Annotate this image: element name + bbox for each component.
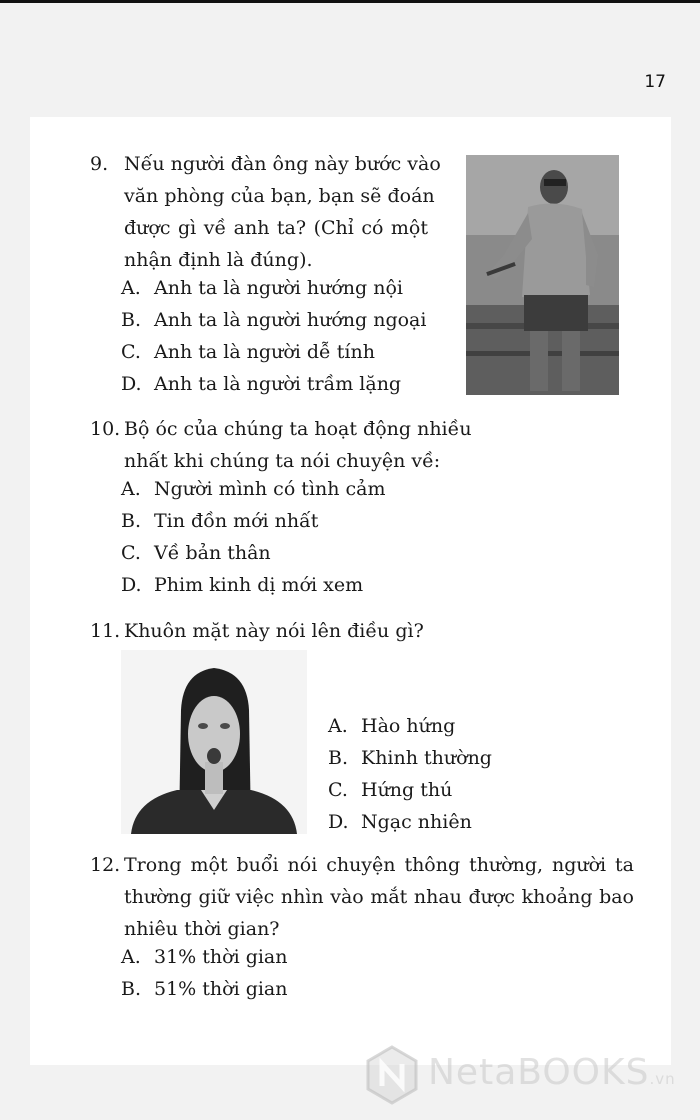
option-text: Tin đồn mới nhất [154,510,319,532]
options-10 [121,473,386,601]
question-text-line: được gì về anh ta? (Chỉ có một [124,217,428,239]
question-text-line: Nếu người đàn ông này bước vào [124,153,441,175]
option-11-c [328,774,492,806]
option-text: Người mình có tình cảm [154,478,386,500]
option-letter: B. [121,510,142,532]
option-letter: B. [328,747,349,769]
option-letter: A. [121,478,141,500]
option-text: Khinh thường [361,747,492,769]
question-text-line: văn phòng của bạn, bạn sẽ đoán [124,185,435,207]
question-number: 11. [90,620,121,642]
top-rule [0,0,700,3]
option-text: Anh ta là người trầm lặng [154,373,402,395]
question-text-line: thường giữ việc nhìn vào mắt nhau được khoảng bao [124,886,634,908]
watermark-suffix: .vn [649,1070,676,1088]
option-text: Ngạc nhiên [361,811,472,833]
question-11 [90,615,490,647]
option-text: Về bản thân [154,542,271,564]
option-12-a [121,941,288,973]
options-9 [121,272,426,400]
option-letter: A. [328,715,348,737]
option-letter: C. [121,542,141,564]
option-text: 51% thời gian [154,978,288,1000]
option-9-b [121,304,426,336]
option-letter: C. [328,779,348,801]
option-12-b [121,973,288,1005]
question-10 [90,413,472,477]
option-letter: C. [121,341,141,363]
question-9 [90,148,441,276]
option-letter: D. [121,373,142,395]
option-letter: A. [121,946,141,968]
question-number: 12. [90,854,121,876]
option-letter: D. [328,811,349,833]
watermark-text [428,1052,676,1093]
option-text: Hào hứng [361,715,456,737]
option-9-c [121,336,426,368]
question-text-line: Khuôn mặt này nói lên điều gì? [124,620,424,642]
option-text: Anh ta là người hướng nội [154,277,403,299]
option-9-a [121,272,426,304]
options-11 [328,710,492,838]
question-number: 9. [90,153,109,175]
option-text: Hứng thú [361,779,453,801]
option-11-a [328,710,492,742]
option-text: 31% thời gian [154,946,288,968]
option-11-b [328,742,492,774]
woman-face-photo [121,650,307,834]
option-10-a [121,473,386,505]
watermark-brand: NetaBOOKS [428,1052,650,1093]
option-letter: B. [121,978,142,1000]
option-letter: D. [121,574,142,596]
option-11-d [328,806,492,838]
option-letter: B. [121,309,142,331]
question-12 [90,849,634,945]
question-text-line: nhiêu thời gian? [124,918,280,940]
option-10-c [121,537,386,569]
option-text: Anh ta là người dễ tính [154,341,375,363]
question-text-line: nhất khi chúng ta nói chuyện về: [124,450,441,472]
option-9-d [121,368,426,400]
watermark [364,1044,684,1110]
page-number: 17 [644,72,666,92]
option-text: Phim kinh dị mới xem [154,574,364,596]
man-photo [466,155,619,395]
options-12 [121,941,288,1005]
question-number: 10. [90,418,121,440]
question-text-line: Trong một buổi nói chuyện thông thường, người ta [124,854,634,876]
option-10-d [121,569,386,601]
watermark-logo-icon [364,1044,420,1106]
option-letter: A. [121,277,141,299]
option-text: Anh ta là người hướng ngoại [154,309,427,331]
question-text-line: nhận định là đúng). [124,249,313,271]
option-10-b [121,505,386,537]
question-text-line: Bộ óc của chúng ta hoạt động nhiều [124,418,472,440]
